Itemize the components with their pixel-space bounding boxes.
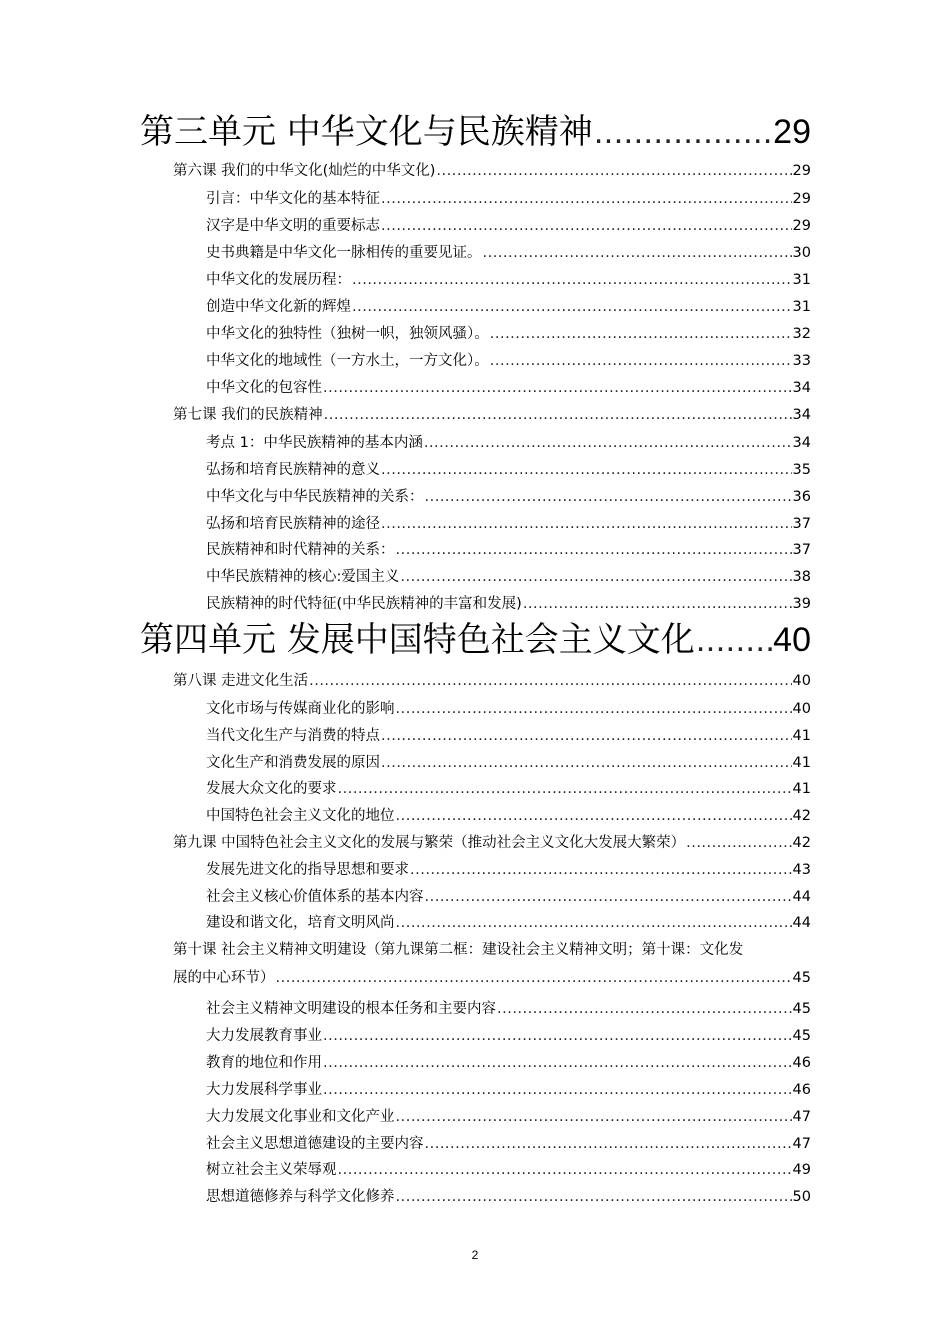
toc-entry-title: 中华文化的发展历程： (206, 272, 351, 288)
toc-section[interactable] (206, 218, 811, 235)
page-number: 2 (471, 1248, 479, 1262)
toc-entry-page: 45 (792, 1001, 811, 1017)
toc-entry-page: 40 (792, 673, 811, 689)
toc-lesson-9[interactable] (173, 835, 811, 852)
toc-entry-page: 40 (773, 621, 811, 659)
toc-entry-page: 50 (792, 1189, 811, 1205)
toc-entry-title: 当代文化生产与消费的特点 (206, 728, 380, 744)
dot-leader (381, 728, 792, 745)
toc-entry-title: 中华文化的独特性（独树一帜，独领风骚）。 (206, 326, 489, 342)
toc-entry-title: 大力发展文化事业和文化产业 (206, 1109, 395, 1125)
toc-entry-page: 39 (792, 596, 811, 612)
dot-leader (396, 808, 792, 825)
dot-leader (396, 542, 792, 559)
dot-leader (381, 191, 792, 208)
toc-entry-title: 社会主义核心价值体系的基本内容 (206, 889, 424, 905)
toc-section[interactable] (206, 701, 811, 718)
toc-entry-page: 31 (792, 272, 811, 288)
toc-section[interactable] (206, 1189, 811, 1206)
dot-leader (396, 701, 792, 718)
dot-leader (594, 112, 772, 153)
dot-leader (276, 970, 792, 987)
dot-leader (396, 915, 792, 932)
toc-entry-page: 43 (792, 862, 811, 878)
toc-section[interactable] (206, 353, 811, 370)
dot-leader (497, 1001, 792, 1018)
toc-entry-title: 树立社会主义荣辱观 (206, 1162, 337, 1178)
toc-lesson-10-line1[interactable]: 第十课 社会主义精神文明建设（第九课第二框：建设社会主义精神文明；第十课：文化发 (173, 942, 744, 958)
toc-entry-page: 41 (792, 728, 811, 744)
toc-entry-title: 考点 1：中华民族精神的基本内涵 (206, 435, 423, 451)
toc-section[interactable] (206, 542, 811, 559)
toc-entry-title: 民族精神和时代精神的关系： (206, 542, 395, 558)
toc-section[interactable] (206, 862, 811, 879)
toc-entry-page: 45 (792, 970, 811, 986)
dot-leader (523, 596, 792, 613)
toc-entry-title: 第九课 中国特色社会主义文化的发展与繁荣（推动社会主义文化大发展大繁荣） (173, 835, 686, 851)
dot-leader (410, 862, 792, 879)
dot-leader (696, 620, 772, 661)
toc-section[interactable] (206, 435, 811, 452)
toc-entry-page: 37 (792, 516, 811, 532)
toc-section[interactable] (206, 808, 811, 825)
toc-entry-page: 33 (792, 353, 811, 369)
toc-entry-page: 29 (773, 113, 811, 151)
toc-entry-title: 第六课 我们的中华文化(灿烂的中华文化) (173, 163, 436, 179)
toc-entry-title: 民族精神的时代特征(中华民族精神的丰富和发展) (206, 596, 522, 612)
toc-entry-title: 中华民族精神的核心:爱国主义 (206, 569, 400, 585)
dot-leader (338, 1162, 792, 1179)
toc-section[interactable] (206, 191, 811, 208)
toc-section[interactable] (206, 1028, 811, 1045)
toc-entry-title: 建设和谐文化，培育文明风尚 (206, 915, 395, 931)
dot-leader (483, 245, 792, 262)
dot-leader (490, 353, 792, 370)
toc-entry-page: 46 (792, 1082, 811, 1098)
toc-entry-page: 47 (792, 1136, 811, 1152)
toc-section[interactable] (206, 516, 811, 533)
toc-section[interactable] (206, 1055, 811, 1072)
dot-leader (490, 326, 792, 343)
toc-section[interactable] (206, 569, 811, 586)
toc-entry-page: 40 (792, 701, 811, 717)
toc-entry-title: 社会主义精神文明建设的根本任务和主要内容 (206, 1001, 496, 1017)
toc-entry-page: 29 (792, 218, 811, 234)
toc-entry-page: 37 (792, 542, 811, 558)
toc-entry-page: 36 (792, 489, 811, 505)
dot-leader (323, 1055, 792, 1072)
toc-entry-page: 29 (792, 191, 811, 207)
toc-entry-title: 文化生产和消费发展的原因 (206, 755, 380, 771)
toc-entry-title: 第八课 走进文化生活 (173, 673, 309, 689)
dot-leader (381, 462, 792, 479)
toc-entry-page: 47 (792, 1109, 811, 1125)
dot-leader (400, 569, 791, 586)
dot-leader (424, 435, 792, 452)
toc-section[interactable] (206, 272, 811, 289)
toc-unit-3[interactable] (140, 112, 811, 153)
toc-entry-title: 弘扬和培育民族精神的意义 (206, 462, 380, 478)
toc-entry-title: 第四单元 发展中国特色社会主义文化 (140, 620, 695, 660)
toc-lesson-8[interactable] (173, 673, 811, 690)
dot-leader (352, 299, 792, 316)
toc-entry-title: 第七课 我们的民族精神 (173, 407, 323, 423)
dot-leader (425, 1136, 792, 1153)
toc-entry-title: 创造中华文化新的辉煌 (206, 299, 351, 315)
toc-entry-title: 中华文化的包容性 (206, 380, 322, 396)
toc-entry-title: 发展大众文化的要求 (206, 781, 337, 797)
dot-leader (323, 1082, 792, 1099)
toc-entry-page: 44 (792, 889, 811, 905)
toc-section[interactable] (206, 1001, 811, 1018)
toc-entry-page: 41 (792, 781, 811, 797)
toc-entry-page: 42 (792, 808, 811, 824)
toc-section[interactable] (206, 755, 811, 772)
toc-section[interactable] (206, 596, 811, 613)
toc-entry-page: 46 (792, 1055, 811, 1071)
toc-section[interactable] (206, 728, 811, 745)
toc-section[interactable] (206, 915, 811, 932)
toc-section[interactable] (206, 889, 811, 906)
toc-entry-page: 30 (792, 245, 811, 261)
toc-entry-page: 45 (792, 1028, 811, 1044)
toc-lesson-6[interactable] (173, 163, 811, 180)
toc-lesson-10[interactable] (173, 970, 811, 987)
dot-leader (323, 1028, 792, 1045)
toc-section[interactable] (206, 380, 811, 397)
toc-entry-title: 中华文化的地域性（一方水土，一方文化）。 (206, 353, 489, 369)
dot-leader (686, 835, 791, 852)
toc-entry-page: 49 (792, 1162, 811, 1178)
dot-leader (381, 218, 792, 235)
dot-leader (338, 781, 792, 798)
toc-section[interactable] (206, 1082, 811, 1099)
dot-leader (324, 407, 792, 424)
toc-lesson-7[interactable] (173, 407, 811, 424)
toc-entry-title: 中华文化与中华民族精神的关系： (206, 489, 424, 505)
toc-entry-title: 第三单元 中华文化与民族精神 (140, 112, 593, 152)
dot-leader (396, 1189, 792, 1206)
toc-entry-title: 中国特色社会主义文化的地位 (206, 808, 395, 824)
toc-entry-title: 发展先进文化的指导思想和要求 (206, 862, 409, 878)
toc-section[interactable] (206, 781, 811, 798)
toc-section[interactable] (206, 299, 811, 316)
toc-entry-page: 35 (792, 462, 811, 478)
toc-section[interactable] (206, 1136, 811, 1153)
dot-leader (352, 272, 792, 289)
toc-entry-title: 大力发展科学事业 (206, 1082, 322, 1098)
toc-entry-page: 42 (792, 835, 811, 851)
toc-entry-title: 弘扬和培育民族精神的途径 (206, 516, 380, 532)
toc-entry-title: 思想道德修养与科学文化修养 (206, 1189, 395, 1205)
toc-entry-page: 34 (792, 435, 811, 451)
toc-entry-title: 文化市场与传媒商业化的影响 (206, 701, 395, 717)
dot-leader (425, 489, 792, 506)
toc-section[interactable] (206, 489, 811, 506)
dot-leader (381, 516, 792, 533)
toc-section[interactable] (206, 245, 811, 262)
toc-entry-page: 41 (792, 755, 811, 771)
dot-leader (425, 889, 792, 906)
toc-section[interactable] (206, 326, 811, 343)
dot-leader (396, 1109, 792, 1126)
toc-section[interactable] (206, 1109, 811, 1126)
toc-section[interactable] (206, 462, 811, 479)
toc-entry-page: 29 (792, 163, 811, 179)
dot-leader (323, 380, 792, 397)
toc-entry-page: 31 (792, 299, 811, 315)
toc-entry-title: 史书典籍是中华文化一脉相传的重要见证。 (206, 245, 482, 261)
toc-entry-title: 社会主义思想道德建设的主要内容 (206, 1136, 424, 1152)
toc-entry-page: 34 (792, 380, 811, 396)
dot-leader (381, 755, 792, 772)
dot-leader (309, 673, 791, 690)
toc-entry-page: 32 (792, 326, 811, 342)
toc-entry-title: 大力发展教育事业 (206, 1028, 322, 1044)
toc-entry-title: 汉字是中华文明的重要标志 (206, 218, 380, 234)
toc-entry-title: 引言：中华文化的基本特征 (206, 191, 380, 207)
toc-entry-page: 44 (792, 915, 811, 931)
toc-section[interactable] (206, 1162, 811, 1179)
toc-entry-title: 展的中心环节） (173, 970, 275, 986)
toc-unit-4[interactable] (140, 620, 811, 661)
toc-entry-page: 38 (792, 569, 811, 585)
dot-leader (436, 163, 791, 180)
toc-entry-title: 教育的地位和作用 (206, 1055, 322, 1071)
toc-entry-page: 34 (792, 407, 811, 423)
